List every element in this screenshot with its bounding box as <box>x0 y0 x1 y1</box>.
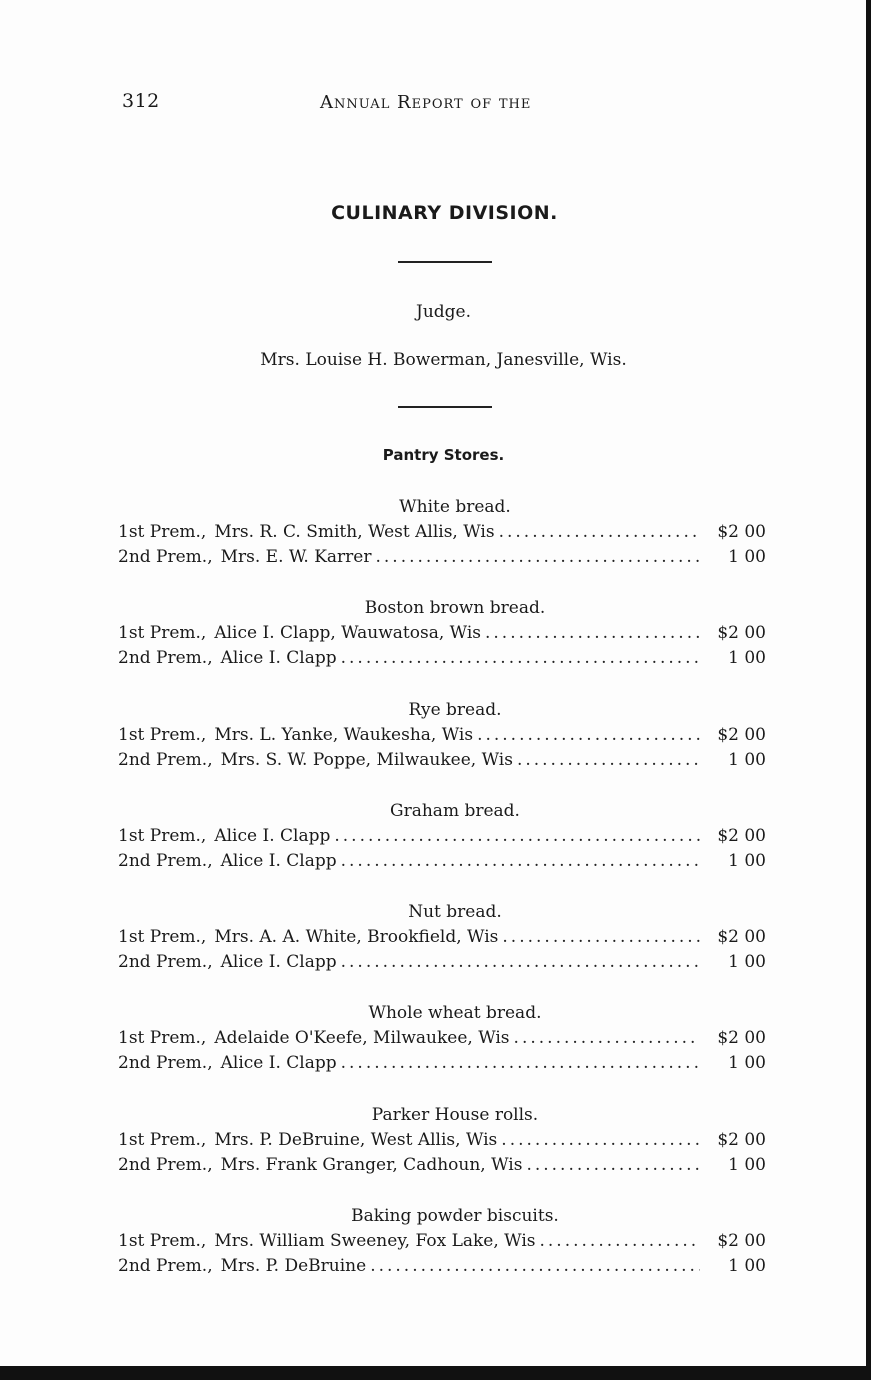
premium-winner: Mrs. Frank Granger, Cadhoun, Wis <box>220 1155 523 1175</box>
dot-leader <box>514 1026 700 1051</box>
scan-edge-right <box>866 0 871 1380</box>
premium-amount: 1 00 <box>728 547 766 567</box>
premium-place: 2nd Prem., <box>118 547 213 567</box>
division-title: CULINARY DIVISION. <box>331 202 558 224</box>
premium-amount: $2 00 <box>717 927 766 947</box>
premium-entry <box>110 925 780 950</box>
premium-entry <box>110 621 780 646</box>
category-title: Boston brown bread. <box>364 598 546 618</box>
premium-place: 1st Prem., <box>118 725 207 745</box>
premium-winner: Alice I. Clapp <box>220 952 337 972</box>
premium-amount: 1 00 <box>728 1256 766 1276</box>
category-title: Nut bread. <box>408 902 502 922</box>
premium-amount: $2 00 <box>717 1028 766 1048</box>
premium-place: 1st Prem., <box>118 1130 207 1150</box>
premium-entry <box>110 950 780 975</box>
dot-leader <box>499 520 700 545</box>
dot-leader <box>477 723 700 748</box>
premium-entry <box>110 1254 780 1279</box>
premium-place: 2nd Prem., <box>118 1053 213 1073</box>
premium-entry <box>110 1229 780 1254</box>
dot-leader <box>341 849 700 874</box>
premium-entry <box>110 1026 780 1051</box>
premium-winner: Mrs. L. Yanke, Waukesha, Wis <box>214 725 474 745</box>
premium-place: 1st Prem., <box>118 1231 207 1251</box>
premium-winner: Mrs. William Sweeney, Fox Lake, Wis <box>214 1231 536 1251</box>
premium-entry <box>110 824 780 849</box>
premium-place: 2nd Prem., <box>118 648 213 668</box>
premium-amount: $2 00 <box>717 1130 766 1150</box>
premium-winner: Alice I. Clapp <box>220 648 337 668</box>
premium-entry <box>110 1051 780 1076</box>
premium-category <box>110 698 780 773</box>
dot-leader <box>540 1229 701 1254</box>
premium-amount: $2 00 <box>717 623 766 643</box>
premium-winner: Alice I. Clapp <box>220 851 337 871</box>
premium-winner: Alice I. Clapp <box>214 826 331 846</box>
judge-label: Judge. <box>416 302 471 322</box>
premium-place: 1st Prem., <box>118 927 207 947</box>
premium-entry <box>110 748 780 773</box>
premium-place: 1st Prem., <box>118 1028 207 1048</box>
dot-leader <box>485 621 700 646</box>
premium-category <box>110 1103 780 1178</box>
premium-category <box>110 900 780 975</box>
premium-entry <box>110 545 780 570</box>
premium-entry <box>110 1153 780 1178</box>
premium-winner: Mrs. S. W. Poppe, Milwaukee, Wis <box>220 750 513 770</box>
premium-winner: Mrs. P. DeBruine, West Allis, Wis <box>214 1130 498 1150</box>
category-title: Rye bread. <box>408 700 502 720</box>
premium-amount: $2 00 <box>717 826 766 846</box>
premium-entry <box>110 520 780 545</box>
section-heading: Pantry Stores. <box>382 446 505 464</box>
premium-winner: Mrs. A. A. White, Brookfield, Wis <box>214 927 499 947</box>
premium-amount: $2 00 <box>717 522 766 542</box>
category-title: Parker House rolls. <box>371 1105 539 1125</box>
premium-amount: $2 00 <box>717 725 766 745</box>
premium-place: 2nd Prem., <box>118 952 213 972</box>
premium-place: 2nd Prem., <box>118 1256 213 1276</box>
dot-leader <box>370 1254 700 1279</box>
category-title: Whole wheat bread. <box>368 1003 542 1023</box>
premium-winner: Mrs. E. W. Karrer <box>220 547 372 567</box>
premium-place: 2nd Prem., <box>118 851 213 871</box>
premium-entry <box>110 849 780 874</box>
premium-amount: 1 00 <box>728 750 766 770</box>
premium-winner: Mrs. R. C. Smith, West Allis, Wis <box>214 522 495 542</box>
category-title: White bread. <box>399 497 511 517</box>
premium-place: 1st Prem., <box>118 522 207 542</box>
judge-name: Mrs. Louise H. Bowerman, Janesville, Wis. <box>260 350 627 370</box>
premium-entry <box>110 646 780 671</box>
premium-amount: $2 00 <box>717 1231 766 1251</box>
premium-winner: Alice I. Clapp <box>220 1053 337 1073</box>
premium-amount: 1 00 <box>728 851 766 871</box>
premium-place: 2nd Prem., <box>118 1155 213 1175</box>
dot-leader <box>334 824 700 849</box>
dot-leader <box>502 925 700 950</box>
premium-category <box>110 1001 780 1076</box>
premium-winner: Adelaide O'Keefe, Milwaukee, Wis <box>214 1028 510 1048</box>
premium-amount: 1 00 <box>728 648 766 668</box>
premium-amount: 1 00 <box>728 1053 766 1073</box>
premium-category <box>110 1204 780 1279</box>
dot-leader <box>501 1128 700 1153</box>
premium-place: 1st Prem., <box>118 826 207 846</box>
page-number: 312 <box>122 90 160 112</box>
scan-edge-bottom <box>0 1366 871 1380</box>
divider-rule-top <box>398 261 492 263</box>
premium-amount: 1 00 <box>728 952 766 972</box>
premium-category <box>110 799 780 874</box>
premium-winner: Mrs. P. DeBruine <box>220 1256 367 1276</box>
running-head: Annual Report of the <box>320 92 532 113</box>
premium-amount: 1 00 <box>728 1155 766 1175</box>
premium-entry <box>110 723 780 748</box>
premium-category <box>110 495 780 570</box>
dot-leader <box>341 1051 700 1076</box>
dot-leader <box>375 545 700 570</box>
premium-place: 2nd Prem., <box>118 750 213 770</box>
dot-leader <box>341 646 700 671</box>
dot-leader <box>526 1153 700 1178</box>
divider-rule-bottom <box>398 406 492 408</box>
category-title: Graham bread. <box>390 801 520 821</box>
premium-category <box>110 596 780 671</box>
dot-leader <box>517 748 700 773</box>
category-title: Baking powder biscuits. <box>351 1206 559 1226</box>
premium-winner: Alice I. Clapp, Wauwatosa, Wis <box>214 623 481 643</box>
premium-entry <box>110 1128 780 1153</box>
premium-place: 1st Prem., <box>118 623 207 643</box>
dot-leader <box>341 950 700 975</box>
